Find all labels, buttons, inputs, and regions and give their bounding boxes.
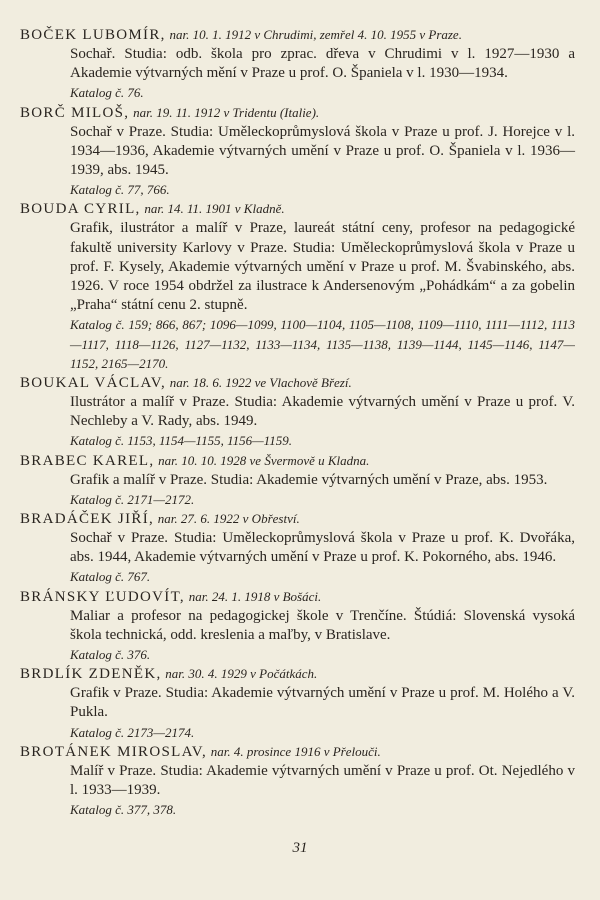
artist-description: Malíř v Praze. Studia: Akademie výtvarných umění v Praze u prof. Ot. Nejedlého v l. 1933—1939. [70, 762, 575, 799]
birth-info: nar. 27. 6. 1922 v Obřeství. [157, 511, 300, 527]
entry-heading [20, 25, 575, 45]
entry-heading [20, 103, 575, 123]
birth-info: nar. 18. 6. 1922 ve Vlachově Březí. [169, 375, 352, 391]
artist-description: Grafik, ilustrátor a malíř v Praze, laureát státní ceny, profesor na pedagogické fakultě university Karlovy v Praze. Studia: Uměleckoprůmyslová škola v Praze u prof. F. Kysely, Akademie výtvarných umění v Praze u prof. M. Švabinského, abs. 1926. V roce 1954 obdržel za ilustrace k Andersenovým „Pohádkám“ a za gobelin „Praha“ státní cenu 2. stupně. [70, 220, 575, 314]
artist-entry [20, 103, 575, 200]
catalog-reference: Katalog č. 377, 378. [70, 802, 177, 818]
catalog-reference: Katalog č. 376. [70, 647, 151, 663]
catalog-reference: Katalog č. 1153, 1154—1155, 1156—1159. [70, 433, 292, 449]
artist-entry [20, 199, 575, 373]
birth-info: nar. 19. 11. 1912 v Tridentu (Italie). [133, 104, 320, 120]
artist-name: BORČ MILOŠ, [20, 104, 130, 121]
birth-info: nar. 30. 4. 1929 v Počátkách. [165, 666, 318, 682]
entry-heading [20, 451, 575, 471]
entry-heading [20, 373, 575, 393]
catalog-reference: Katalog č. 159; 866, 867; 1096—1099, 1100—1104, 1105—1108, 1109—1110, 1111—1112, 1113—1117, 1118—1126, 1127—1132, 1133—1134, 1135—1138, 1139—1144, 1145—1146, 1147—1152, 2165—2170. [70, 317, 575, 371]
artist-entry [20, 509, 575, 587]
catalog-reference: Katalog č. 2171—2172. [70, 491, 195, 507]
artist-name: BOUDA CYRIL, [20, 201, 141, 218]
entry-heading [20, 199, 575, 219]
artist-description: Maliar a profesor na pedagogickej škole v Trenčíne. Štúdiá: Slovenská vysoká škola technická, odd. kreslenia a maľby, v Bratislave. [70, 607, 575, 643]
catalog-reference: Katalog č. 767. [70, 569, 151, 585]
entry-heading [20, 509, 575, 529]
catalog-reference: Katalog č. 2173—2174. [70, 724, 195, 740]
artist-name: BOČEK LUBOMÍR, [20, 27, 166, 43]
artist-description: Grafik v Praze. Studia: Akademie výtvarných umění v Praze u prof. M. Holého a V. Pukla. [70, 685, 575, 721]
artist-name: BOUKAL VÁCLAV, [20, 375, 167, 392]
artist-name: BRABEC KAREL, [20, 452, 155, 469]
artist-description: Grafik a malíř v Praze. Studia: Akademie výtvarných umění v Praze, abs. 1953. [70, 471, 548, 488]
artist-name: BROTÁNEK MIROSLAV, [20, 743, 208, 760]
artist-entry [20, 373, 575, 451]
entry-heading [20, 742, 575, 762]
entry-heading [20, 587, 575, 607]
page-number: 31 [292, 840, 308, 856]
artist-description: Sochař. Studia: odb. škola pro zprac. dřeva v Chrudimi v l. 1927—1930 a Akademie výtvarných mění v Praze u prof. O. Španiela v l. 1930—1934. [70, 46, 575, 82]
birth-info: nar. 4. prosince 1916 v Přelouči. [210, 743, 381, 759]
artist-description: Ilustrátor a malíř v Praze. Studia: Akademie výtvarných umění v Praze u prof. V. Nechleby a V. Rady, abs. 1949. [70, 394, 575, 430]
artist-entries [20, 25, 575, 820]
artist-entry [20, 664, 575, 742]
catalog-reference: Katalog č. 76. [70, 85, 144, 101]
artist-name: BRÁNSKY ĽUDOVÍT, [20, 588, 185, 605]
artist-entry [20, 742, 575, 820]
artist-description: Sochař v Praze. Studia: Uměleckoprůmyslová škola v Praze u prof. K. Dvořáka, abs. 1944, Akademie výtvarných umění v Praze u prof. K. Pokorného, abs. 1946. [70, 530, 575, 566]
birth-info: nar. 14. 11. 1901 v Kladně. [144, 201, 285, 217]
artist-name: BRADÁČEK JIŘÍ, [20, 511, 155, 528]
artist-description: Sochař v Praze. Studia: Uměleckoprůmyslová škola v Praze u prof. J. Horejce v l. 1934—1936, Akademie výtvarných umění v Praze u prof. O. Španiela v l. 1936—1939, abs. 1945. [70, 123, 575, 179]
catalog-reference: Katalog č. 77, 766. [70, 182, 170, 198]
birth-info: nar. 24. 1. 1918 v Bošáci. [188, 588, 322, 604]
birth-info: nar. 10. 10. 1928 ve Švermově u Kladna. [158, 452, 370, 468]
entry-heading [20, 664, 575, 684]
artist-entry [20, 451, 575, 509]
artist-entry [20, 25, 575, 103]
artist-entry [20, 587, 575, 665]
artist-name: BRDLÍK ZDENĚK, [20, 666, 162, 683]
birth-info: nar. 10. 1. 1912 v Chrudimi, zemřel 4. 10. 1955 v Praze. [169, 27, 462, 42]
